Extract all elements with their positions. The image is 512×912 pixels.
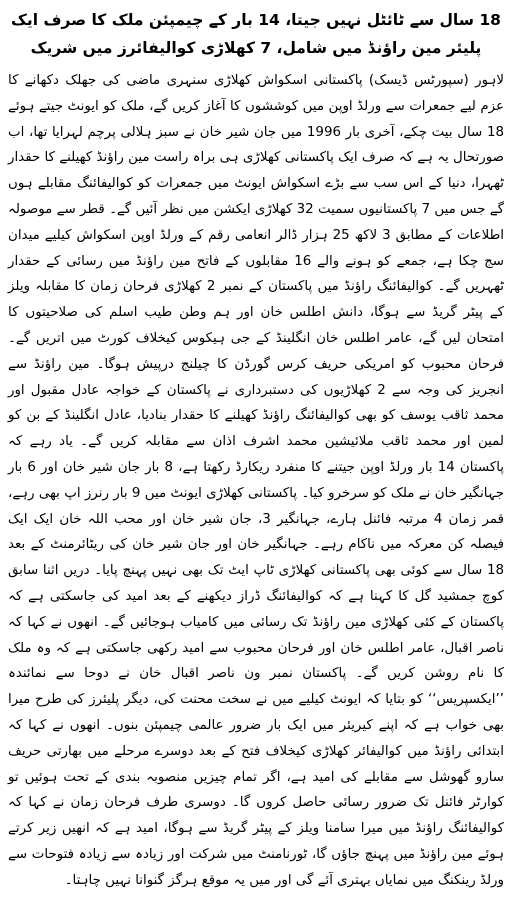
article-body: لاہور (سپورٹس ڈیسک) پاکستانی اسکواش کھلاڑی سنہری ماضی کی جھلک دکھانے کا عزم لیے جمعرات سے ورلڈ اوپن میں کوششوں کا آغاز کریں گے، ملک کو ایونٹ جیتے ہوئے 18 سال بیت چکے، آخری بار 1996 میں جان شیر خان نے سبز ہلالی پرچم لہرایا تھا، اب صورتحال یہ ہے کہ صرف ایک پاکستانی کھلاڑی ہی براہ راست مین راؤنڈ کھیلنے کا حقدار ٹھہرا، دنیا کے اس سب سے بڑے اسکواش ایونٹ میں جمعرات کو کوالیفائنگ مقابلے ہوں گے جس میں 7 پاکستانیوں سمیت 32 کھلاڑی ایکشن میں نظر آئیں گے۔ قطر سے موصولہ اطلاعات کے مطابق 3 لاکھ 25 ہزار ڈالر انعامی رقم کے ورلڈ اوپن اسکواش کیلیے میدان سج چکا ہے، جمعے کو ہونے والے 16 مقابلوں کے فاتح مین راؤنڈ میں رسائی کے حقدار ٹھہریں گے۔ کوالیفائنگ راؤنڈ میں پاکستان کے نمبر 2 کھلاڑی فرحان زمان کا مقابلہ ویلز کے پیٹر گریڈ سے ہوگا، دانش اطلس خان اور ہم وطن طیب اسلم کی صلاحیتوں کا امتحان لیں گے، عامر اطلس خان انگلینڈ کے جی ہیکوس کیخلاف کورٹ میں اتریں گے۔ فرحان محبوب کو امریکی حریف کرس گورڈن کا چیلنج درپیش ہوگا۔ مین راؤنڈ سے انجریز کی وجہ سے 2 کھلاڑیوں کی دستبرداری نے پاکستان کے خواجہ عادل مقبول اور محمد ثاقب یوسف کو بھی کوالیفائنگ راؤنڈ کھیلنے کا حقدار بنادیا، عادل انگلینڈ کے بن کو لمین اور محمد ثاقب ملائیشین محمد اشرف اذان سے مقابلہ کریں گے۔ یاد رہے کہ پاکستان 14 بار ورلڈ اوپن جیتنے کا منفرد ریکارڈ رکھتا ہے، 8 بار جان شیر خان اور 6 بار جہانگیر خان نے ملک کو سرخرو کیا۔ پاکستانی کھلاڑی ایونٹ میں 9 بار رنرز اپ بھی رہے، قمر زمان 4 مرتبہ فائنل ہارے، جہانگیر 3، جان شیر خان اور محب اللہ خان ایک ایک فیصلہ کن معرکہ میں ناکام رہے۔ جہانگیر خان اور جان شیر خان کی ریٹائرمنٹ کے بعد 18 سال سے کوئی بھی پاکستانی کھلاڑی ٹاپ ایٹ تک بھی نہیں پہنچ پایا۔ دریں اثنا سابق کوچ جمشید گل کا کہنا ہے کہ کوالیفائنگ ڈراز دیکھنے کے بعد امید کی جاسکتی ہے کہ پاکستان کے کئی کھلاڑی مین راؤنڈ تک رسائی میں کامیاب ہوجائیں گے۔ انھوں نے کہا کہ ناصر اقبال، عامر اطلس خان اور فرحان محبوب سے امید رکھی جاسکتی ہے کہ وہ ملک کا نام روشن کریں گے۔ پاکستان نمبر ون ناصر اقبال خان نے دوحا سے نمائندہ ’’ایکسپریس‘‘ کو بتایا کہ ایونٹ کیلیے میں نے سخت محنت کی، دیگر پلیئرز کی طرح میرا بھی خواب ہے کہ اپنے کیریئر میں ایک بار ضرور عالمی چیمپئن بنوں۔ انھوں نے کہا کہ ابتدائی راؤنڈ میں کوالیفائر کھلاڑی کیخلاف فتح کے بعد دوسرے مرحلے میں بھارتی حریف سارو گھوشل سے مقابلے کی امید ہے، اگر تمام چیزیں منصوبہ بندی کے تحت ہوئیں تو کوارٹر فائنل تک ضرور رسائی حاصل کروں گا۔ دوسری طرف فرحان زمان نے کہا کہ کوالیفائنگ راؤنڈ میں میرا سامنا ویلز کے پیٹر گریڈ سے ہوگا، امید ہے کہ انھیں زیر کرتے ہوئے مین راؤنڈ میں پہنچ جاؤں گا، ٹورنامنٹ میں شرکت اور زیادہ سے زیادہ فتوحات سے ورلڈ رینکنگ میں نمایاں بہتری آئے گی اور میں یہ موقع ہرگز گنوانا نہیں چاہتا۔ xyxy=(8,73,505,888)
article-headline: 18 سال سے ٹائٹل نہیں جیتا، 14 بار کے چیمپئن ملک کا صرف ایک پلیئر مین راؤنڈ میں شامل، 7 کھلاڑی کوالیفائرز میں شریک xyxy=(11,11,501,57)
